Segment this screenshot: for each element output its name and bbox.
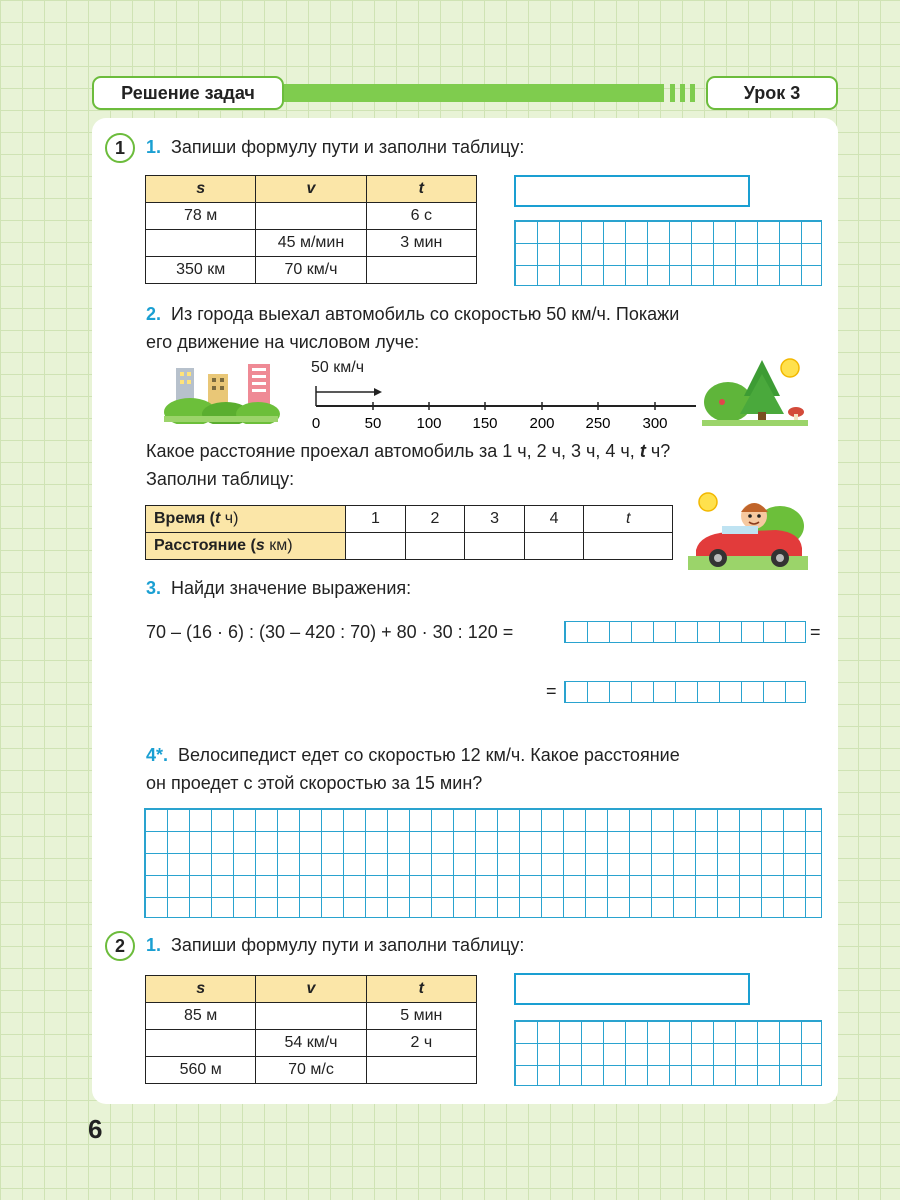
equals-sign: = (810, 622, 821, 642)
city-illustration (160, 360, 280, 424)
ray-tick-label: 300 (642, 415, 668, 430)
task-number: 4*. (146, 745, 169, 765)
formula-table (145, 975, 477, 1084)
header-stripe (670, 84, 675, 102)
distance-cell[interactable] (584, 533, 673, 560)
ray-tick-label: 0 (312, 415, 321, 430)
distance-cell[interactable] (405, 533, 465, 560)
task-number: 3. (146, 578, 162, 598)
time-cell: t (584, 506, 673, 533)
section-title (92, 76, 284, 110)
distance-cell[interactable] (346, 533, 406, 560)
page-number: 6 (88, 1114, 103, 1144)
table-cell[interactable] (256, 203, 366, 230)
lesson-label-text: Урок 3 (743, 82, 801, 103)
header-s: s (146, 176, 256, 203)
table-cell[interactable] (256, 1003, 366, 1030)
table-cell[interactable] (146, 1030, 256, 1057)
task-4-line-1 (146, 741, 680, 769)
distance-var: s (255, 537, 265, 554)
table-cell[interactable]: 45 м/мин (256, 230, 366, 257)
task-text: Найди значение выражения: (171, 578, 412, 598)
section-number: 2 (114, 935, 125, 956)
task-number: 1. (146, 137, 162, 157)
time-cell: 2 (405, 506, 465, 533)
table-cell[interactable]: 70 км/ч (256, 257, 366, 284)
task-text: Запиши формулу пути и заполни таблицу: (171, 137, 525, 157)
table-cell[interactable]: 85 м (146, 1003, 256, 1030)
ray-tick-label: 200 (529, 415, 555, 430)
table-cell[interactable]: 54 км/ч (256, 1030, 366, 1057)
task-3-heading (146, 574, 411, 602)
task-1-heading (146, 931, 524, 959)
time-distance-table (145, 505, 673, 560)
forest-illustration (700, 352, 810, 428)
task-2-instruction: Заполни таблицу: (146, 469, 295, 489)
table-cell[interactable]: 2 ч (366, 1030, 476, 1057)
question-text: Какое расстояние проехал автомобиль за 1 ч, 2 ч, 3 ч, 4 ч, (146, 441, 635, 461)
task-text: Из города выехал автомобиль со скоростью 50 км/ч. Покажи (171, 304, 680, 324)
table-cell[interactable] (366, 1057, 476, 1084)
distance-cell[interactable] (465, 533, 525, 560)
header-t: t (366, 176, 476, 203)
number-ray (312, 378, 702, 430)
header-stripe (690, 84, 695, 102)
work-grid[interactable] (144, 808, 822, 918)
task-text: Запиши формулу пути и заполни таблицу: (171, 935, 525, 955)
question-end: ч? (650, 441, 671, 461)
table-cell[interactable]: 70 м/с (256, 1057, 366, 1084)
distance-row-label: Расстояние (s км) (146, 533, 346, 560)
answer-cells[interactable] (564, 621, 806, 643)
table-cell[interactable]: 6 с (366, 203, 476, 230)
distance-label: Расстояние (154, 537, 247, 554)
table-cell[interactable]: 78 м (146, 203, 256, 230)
time-cell: 3 (465, 506, 525, 533)
ray-tick-label: 50 (364, 415, 382, 430)
distance-unit: км) (269, 537, 293, 554)
work-grid[interactable] (514, 1020, 822, 1086)
ray-tick-label: 100 (416, 415, 442, 430)
task-number: 2. (146, 304, 162, 324)
task-4-line-2: он проедет с этой скоростью за 15 мин? (146, 773, 483, 793)
table-cell[interactable]: 3 мин (366, 230, 476, 257)
question-var: t (639, 441, 646, 461)
task-text: Велосипедист едет со скоростью 12 км/ч. Какое расстояние (178, 745, 680, 765)
task-2-question (146, 437, 670, 465)
section-number-badge (105, 931, 135, 961)
formula-table (145, 175, 477, 284)
table-cell[interactable] (146, 230, 256, 257)
header-bar (284, 84, 664, 102)
formula-answer-box[interactable] (514, 973, 750, 1005)
formula-answer-box[interactable] (514, 175, 750, 207)
ray-tick-label: 250 (585, 415, 611, 430)
header-v: v (256, 976, 366, 1003)
task-number: 1. (146, 935, 162, 955)
task-2-line-1 (146, 300, 679, 328)
table-cell[interactable] (366, 257, 476, 284)
distance-cell[interactable] (524, 533, 584, 560)
section-number: 1 (114, 137, 125, 158)
time-row-label: Время (t ч) (146, 506, 346, 533)
speed-label: 50 км/ч (311, 359, 365, 376)
section-title-text: Решение задач (121, 82, 255, 103)
table-cell[interactable]: 560 м (146, 1057, 256, 1084)
lesson-label (706, 76, 838, 110)
time-cell: 1 (346, 506, 406, 533)
time-label: Время (154, 510, 206, 527)
equals-sign: = (546, 681, 557, 701)
work-grid[interactable] (514, 220, 822, 286)
time-cell: 4 (524, 506, 584, 533)
task-2-line-2: его движение на числовом луче: (146, 332, 420, 352)
car-illustration (688, 486, 808, 578)
time-var: t (214, 510, 221, 527)
header-s: s (146, 976, 256, 1003)
answer-cells[interactable] (564, 681, 806, 703)
header-stripe (680, 84, 685, 102)
section-number-badge (105, 133, 135, 163)
header-t: t (366, 976, 476, 1003)
table-cell[interactable]: 5 мин (366, 1003, 476, 1030)
header-v: v (256, 176, 366, 203)
table-cell[interactable]: 350 км (146, 257, 256, 284)
time-unit: ч) (224, 510, 239, 527)
task-1-heading (146, 133, 524, 161)
expression: 70 – (16 · 6) : (30 – 420 : 70) + 80 · 30 : 120 = (146, 622, 514, 642)
ray-tick-label: 150 (472, 415, 498, 430)
